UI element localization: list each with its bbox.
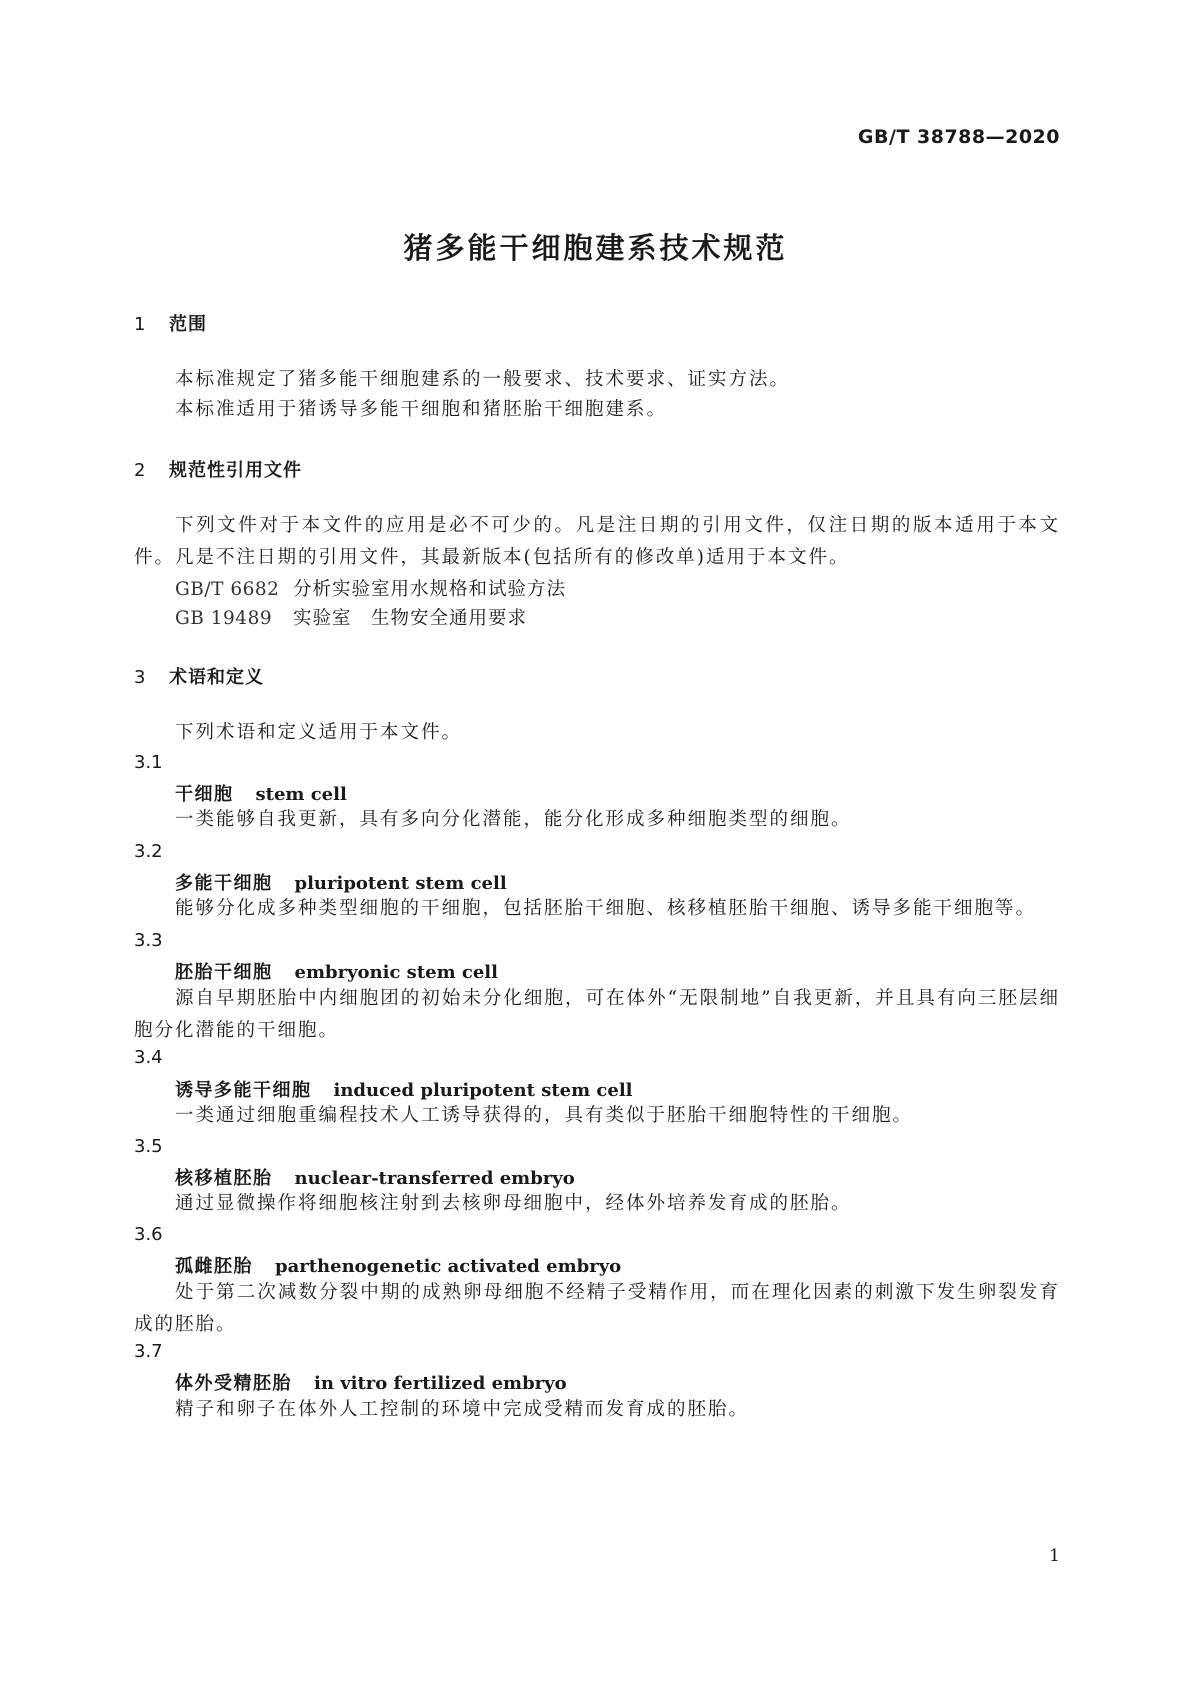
term-chinese: 孤雌胚胎 [175, 1256, 253, 1277]
section-title: 范围 [169, 314, 207, 335]
document-title: 猪多能干细胞建系技术规范 [403, 231, 788, 265]
term-definition: 一类通过细胞重编程技术人工诱导获得的，具有类似于胚胎干细胞特性的干细胞。 [175, 1105, 914, 1126]
section-heading-3 [134, 663, 264, 689]
term-number: 3.5 [134, 1136, 163, 1157]
standard-code: GB/T 38788—2020 [857, 126, 1060, 148]
term-number: 3.4 [134, 1047, 163, 1068]
term-english: stem cell [255, 784, 347, 805]
term-english: nuclear-transferred embryo [294, 1168, 575, 1189]
term-chinese: 核移植胚胎 [175, 1168, 273, 1189]
term-english: embryonic stem cell [294, 962, 498, 983]
reference-title: 实验室 生物安全通用要求 [293, 608, 528, 629]
reference-item [175, 575, 566, 601]
section-number: 2 [134, 460, 147, 481]
term-name [175, 1252, 621, 1278]
term-name [175, 780, 347, 806]
section-title: 术语和定义 [169, 667, 264, 688]
term-chinese: 诱导多能干细胞 [175, 1080, 312, 1101]
term-english: pluripotent stem cell [294, 873, 507, 894]
section-heading-2 [134, 456, 302, 482]
term-number: 3.1 [134, 752, 163, 773]
term-chinese: 多能干细胞 [175, 873, 273, 894]
term-definition: 精子和卵子在体外人工控制的环境中完成受精而发育成的胚胎。 [175, 1399, 750, 1420]
term-english: parthenogenetic activated embryo [275, 1256, 622, 1277]
term-chinese: 干细胞 [175, 784, 234, 805]
term-english: induced pluripotent stem cell [333, 1080, 633, 1101]
term-name [175, 1076, 633, 1102]
terms-intro: 下列术语和定义适用于本文件。 [175, 722, 463, 743]
term-chinese: 胚胎干细胞 [175, 962, 273, 983]
section-title: 规范性引用文件 [169, 460, 302, 481]
section-number: 1 [134, 314, 147, 335]
term-definition: 通过显微操作将细胞核注射到去核卵母细胞中，经体外培养发育成的胚胎。 [175, 1193, 852, 1214]
normative-refs-paragraph: 下列文件对于本文件的应用是必不可少的。凡是注日期的引用文件，仅注日期的版本适用于本文件。凡是不注日期的引用文件，其最新版本(包括所有的修改单)适用于本文件。 [134, 515, 1060, 568]
reference-code: GB 19489 [175, 608, 273, 629]
term-number: 3.3 [134, 930, 163, 951]
scope-paragraph-2: 本标准适用于猪诱导多能干细胞和猪胚胎干细胞建系。 [175, 399, 668, 420]
reference-title: 分析实验室用水规格和试验方法 [293, 579, 567, 600]
term-definition: 一类能够自我更新，具有多向分化潜能，能分化形成多种细胞类型的细胞。 [175, 809, 852, 830]
reference-code: GB/T 6682 [175, 579, 280, 600]
scope-paragraph-1: 本标准规定了猪多能干细胞建系的一般要求、技术要求、证实方法。 [175, 369, 791, 390]
term-english: in vitro fertilized embryo [314, 1373, 567, 1394]
term-number: 3.2 [134, 841, 163, 862]
term-number: 3.7 [134, 1341, 163, 1362]
term-name [175, 958, 498, 984]
term-definition: 源自早期胚胎中内细胞团的初始未分化细胞，可在体外“无限制地”自我更新，并且具有向三胚层细胞分化潜能的干细胞。 [134, 988, 1060, 1041]
term-number: 3.6 [134, 1224, 163, 1245]
term-definition: 能够分化成多种类型细胞的干细胞，包括胚胎干细胞、核移植胚胎干细胞、诱导多能干细胞等。 [175, 898, 1037, 919]
section-number: 3 [134, 667, 147, 688]
term-chinese: 体外受精胚胎 [175, 1373, 292, 1394]
term-definition: 处于第二次减数分裂中期的成熟卵母细胞不经精子受精作用，而在理化因素的刺激下发生卵裂发育成的胚胎。 [134, 1282, 1060, 1335]
term-name [175, 869, 507, 895]
reference-item [175, 604, 527, 630]
term-name [175, 1369, 567, 1395]
section-heading-1 [134, 310, 207, 336]
page-number: 1 [1049, 1546, 1060, 1566]
term-name [175, 1164, 575, 1190]
